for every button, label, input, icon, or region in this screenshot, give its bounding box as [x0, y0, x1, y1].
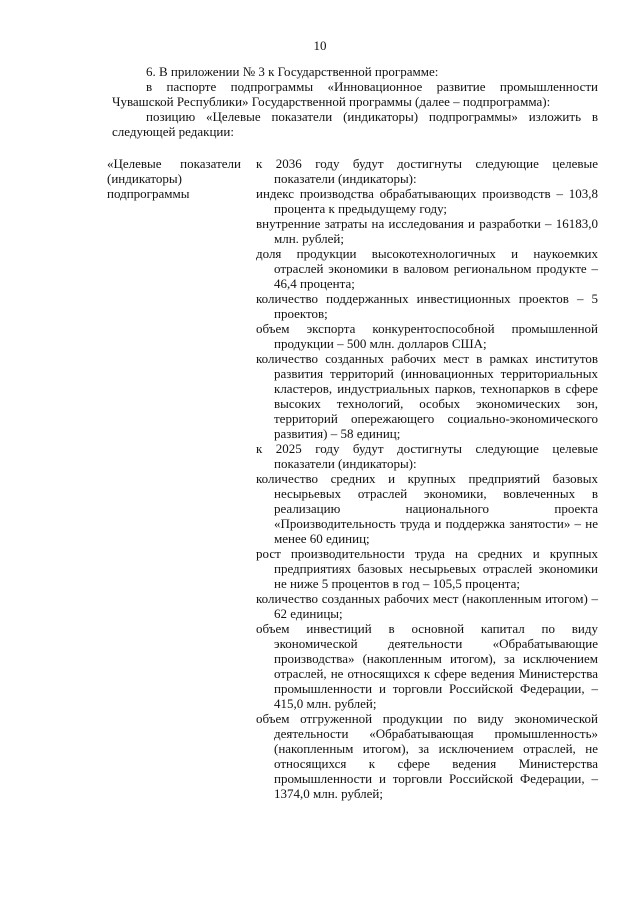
indicator-item: внутренние затраты на исследования и разработки – 16183,0 млн. рублей; [256, 216, 598, 246]
indicator-item: объем инвестиций в основной капитал по виду экономической деятельности «Обрабатывающие производства» (накопленным итогом), за исключением отраслей, не относящихся к сфере ведения Министерства промышленности и торговли Российской Федерации, – 415,0 млн. рублей; [256, 621, 598, 711]
intro-section [112, 64, 598, 139]
indicator-item: доля продукции высокотехнологичных и наукоемких отраслей экономики в валовом региональном продукте – 46,4 процента; [256, 246, 598, 291]
indicator-item: количество созданных рабочих мест в рамках институтов развития территорий (инновационных территориальных кластеров, индустриальных парков, технопарков в сфере высоких технологий, особых экономических зон, территорий опережающего социально-экономического развития) – 58 единиц; [256, 351, 598, 441]
intro-item-6: 6. В приложении № 3 к Государственной программе: [146, 64, 439, 79]
indicator-item: объем отгруженной продукции по виду экономической деятельности «Обрабатывающая промышленность» (накопленным итогом), за исключением отраслей, не относящихся к сфере ведения Министерства промышленности и торговли Российской Федерации, – 1374,0 млн. рублей; [256, 711, 598, 801]
intro-position: позицию «Целевые показатели (индикаторы) подпрограммы» изложить в следующей редакции: [112, 109, 598, 139]
indicator-item: рост производительности труда на средних и крупных предприятиях базовых несырьевых отраслей экономики не ниже 5 процентов в год – 105,5 процента; [256, 546, 598, 591]
indicator-item: к 2036 году будут достигнуты следующие целевые показатели (индикаторы): [256, 156, 598, 186]
indicator-item: индекс производства обрабатывающих производств – 103,8 процента к предыдущему году; [256, 186, 598, 216]
indicator-item: количество созданных рабочих мест (накопленным итогом) – 62 единицы; [256, 591, 598, 621]
intro-passport: в паспорте подпрограммы «Инновационное развитие промышленности Чувашской Республики» Государственной программы (далее – подпрограмма): [112, 79, 598, 109]
indicator-item: объем экспорта конкурентоспособной промышленной продукции – 500 млн. долларов США; [256, 321, 598, 351]
indicators-label: «Целевые показатели (индикаторы) подпрограммы [107, 156, 241, 201]
indicator-item: количество поддержанных инвестиционных проектов – 5 проектов; [256, 291, 598, 321]
indicator-item: к 2025 году будут достигнуты следующие целевые показатели (индикаторы): [256, 441, 598, 471]
indicators-list [256, 156, 598, 801]
indicator-item: количество средних и крупных предприятий базовых несырьевых отраслей экономики, вовлеченных в реализацию национального проекта «Производительность труда и поддержка занятости» – не менее 60 единиц; [256, 471, 598, 546]
page-number: 10 [313, 38, 327, 53]
